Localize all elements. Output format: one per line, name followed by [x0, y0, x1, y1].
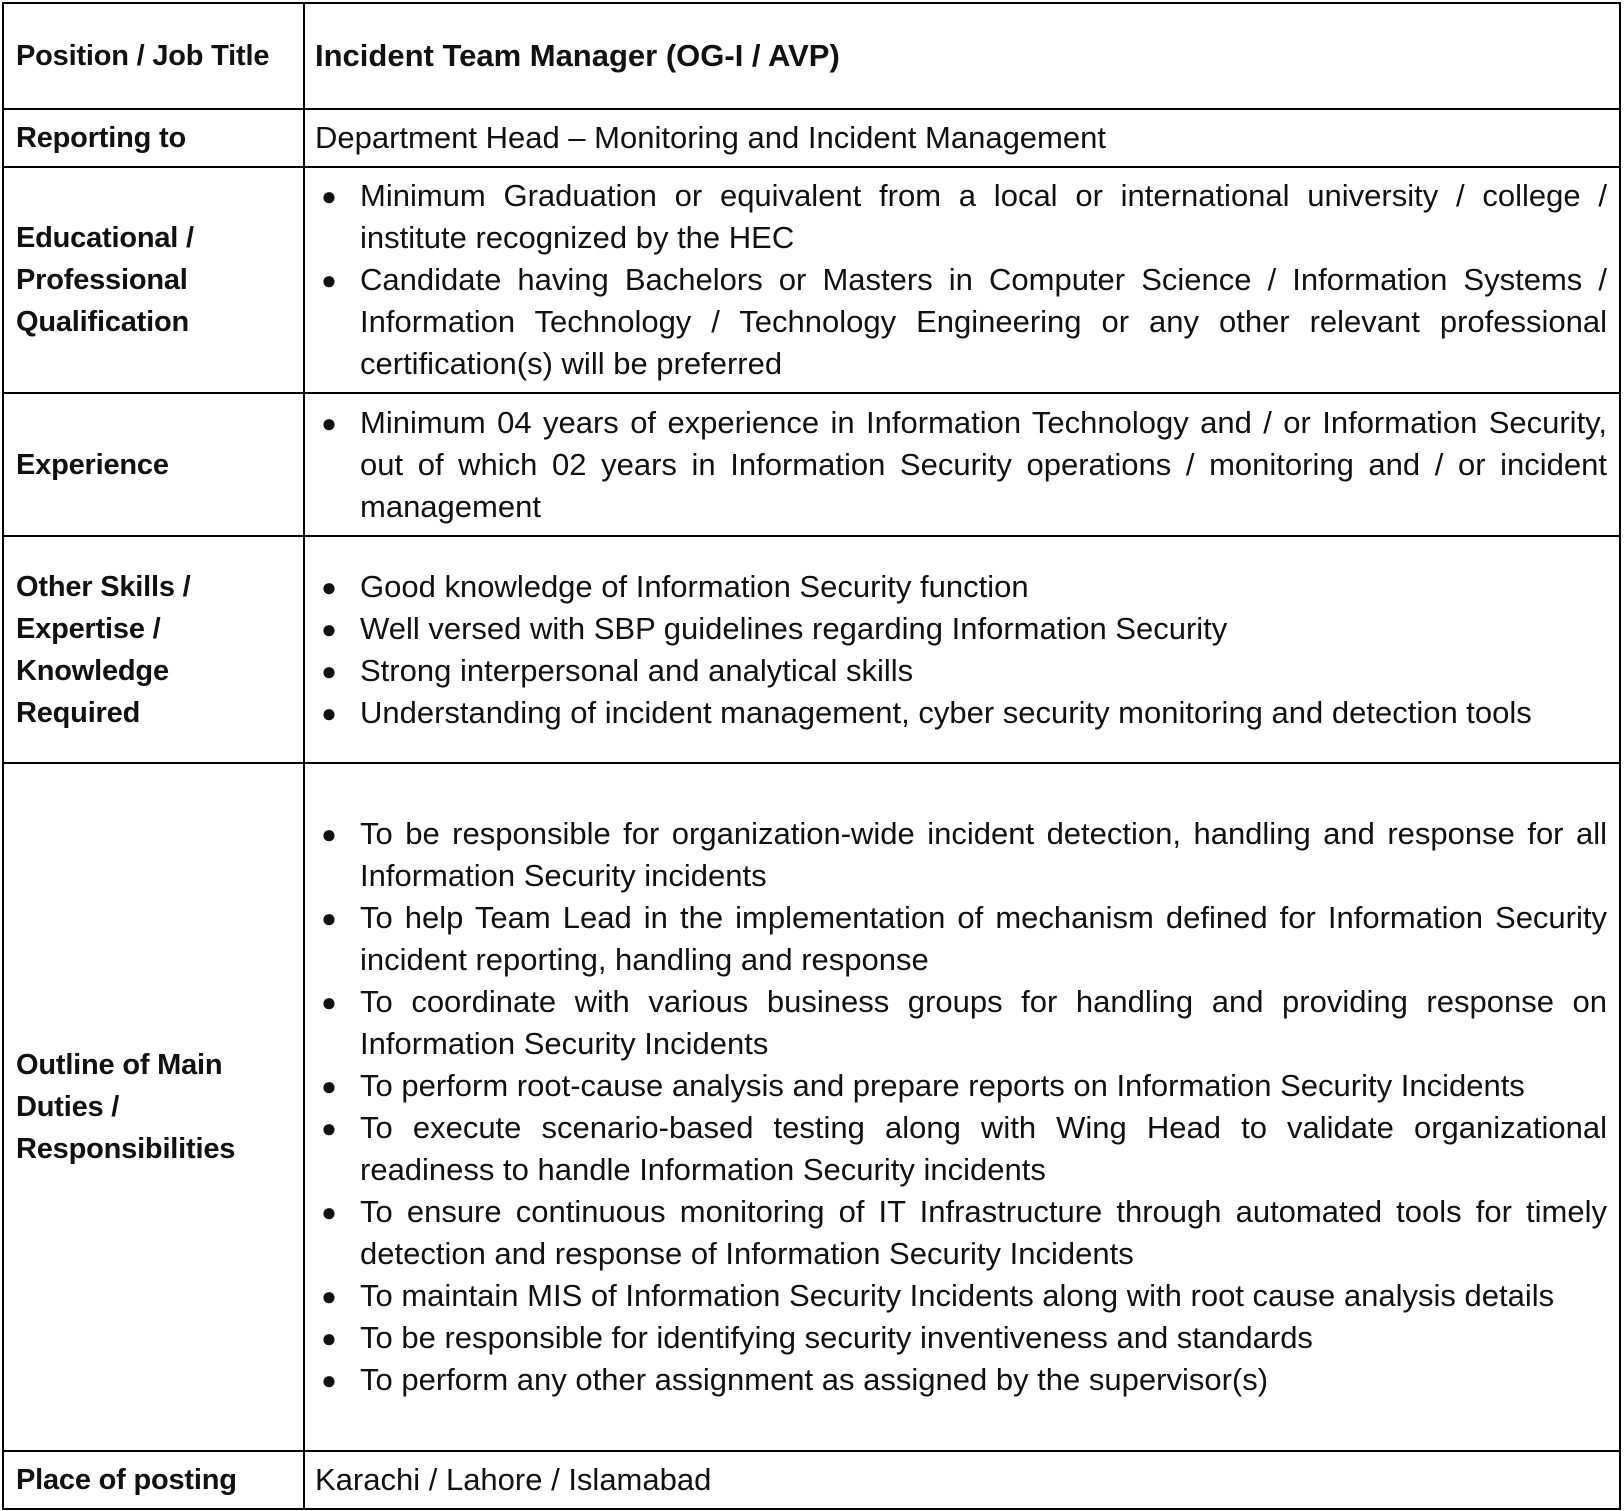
bullet-icon: ●	[321, 613, 337, 644]
list-item	[315, 650, 1607, 692]
education-row	[3, 167, 1620, 393]
list-item-text: Well versed with SBP guidelines regarding Information Security	[360, 610, 1228, 646]
list-item-text: Candidate having Bachelors or Masters in Computer Science / Information Systems / Information Technology / Technology Engineering or any other relevant professional certification(s) will be preferred	[360, 262, 1607, 381]
skills-row	[3, 536, 1620, 763]
list-item	[315, 1191, 1607, 1275]
bullet-icon: ●	[321, 1365, 337, 1395]
list-item	[315, 608, 1607, 650]
list-item-text: To execute scenario-based testing along with Wing Head to validate organizational readiness to handle Information Security incidents	[360, 1110, 1607, 1187]
place-row	[3, 1451, 1620, 1509]
duties-label: Outline of Main Duties / Responsibilities	[3, 763, 304, 1451]
skills-list	[315, 566, 1607, 734]
list-item-text: To ensure continuous monitoring of IT Infrastructure through automated tools for timely detection and response of Information Security Incidents	[360, 1194, 1607, 1271]
list-item-text: To be responsible for identifying security inventiveness and standards	[360, 1320, 1313, 1355]
list-item-text: Understanding of incident management, cyber security monitoring and detection tools	[360, 694, 1532, 730]
list-item	[315, 1359, 1607, 1401]
bullet-icon: ●	[321, 987, 337, 1017]
bullet-icon: ●	[321, 407, 337, 438]
bullet-icon: ●	[321, 1323, 337, 1353]
list-item-text: Good knowledge of Information Security function	[360, 568, 1029, 604]
list-item	[315, 1275, 1607, 1317]
reporting-label: Reporting to	[3, 109, 304, 167]
position-label: Position / Job Title	[3, 3, 304, 109]
list-item	[315, 402, 1607, 528]
list-item	[315, 175, 1607, 259]
duties-list	[315, 813, 1607, 1401]
list-item-text: To perform root-cause analysis and prepare reports on Information Security Incidents	[360, 1068, 1525, 1103]
list-item	[315, 981, 1607, 1065]
education-list	[315, 175, 1607, 385]
list-item	[315, 692, 1607, 734]
list-item	[315, 813, 1607, 897]
skills-label: Other Skills / Expertise / Knowledge Required	[3, 536, 304, 763]
bullet-icon: ●	[321, 655, 337, 686]
list-item-text: To help Team Lead in the implementation of mechanism defined for Information Security incident reporting, handling and response	[360, 900, 1607, 977]
list-item	[315, 566, 1607, 608]
position-row	[3, 3, 1620, 109]
bullet-icon: ●	[321, 697, 337, 728]
list-item-text: Minimum Graduation or equivalent from a local or international university / college / institute recognized by the HEC	[360, 178, 1607, 255]
list-item	[315, 897, 1607, 981]
job-description-table	[2, 2, 1621, 1510]
bullet-icon: ●	[321, 181, 337, 211]
position-value: Incident Team Manager (OG-I / AVP)	[304, 3, 1620, 109]
list-item-text: To coordinate with various business groups for handling and providing response on Information Security Incidents	[360, 984, 1607, 1061]
education-label: Educational / Professional Qualification	[3, 167, 304, 393]
place-label: Place of posting	[3, 1451, 304, 1509]
bullet-icon: ●	[321, 1071, 337, 1101]
experience-label: Experience	[3, 393, 304, 536]
list-item-text: To maintain MIS of Information Security Incidents along with root cause analysis details	[360, 1278, 1555, 1313]
duties-row	[3, 763, 1620, 1451]
list-item	[315, 1317, 1607, 1359]
experience-list	[315, 402, 1607, 528]
bullet-icon: ●	[321, 1197, 337, 1227]
list-item	[315, 259, 1607, 385]
experience-row	[3, 393, 1620, 536]
place-value: Karachi / Lahore / Islamabad	[304, 1451, 1620, 1509]
list-item	[315, 1107, 1607, 1191]
reporting-row	[3, 109, 1620, 167]
list-item-text: Strong interpersonal and analytical skills	[360, 652, 914, 688]
bullet-icon: ●	[321, 1281, 337, 1311]
bullet-icon: ●	[321, 819, 337, 849]
reporting-value: Department Head – Monitoring and Incident Management	[304, 109, 1620, 167]
bullet-icon: ●	[321, 571, 337, 602]
list-item	[315, 1065, 1607, 1107]
bullet-icon: ●	[321, 265, 337, 295]
bullet-icon: ●	[321, 903, 337, 933]
bullet-icon: ●	[321, 1113, 337, 1143]
list-item-text: To perform any other assignment as assigned by the supervisor(s)	[360, 1362, 1269, 1397]
list-item-text: Minimum 04 years of experience in Information Technology and / or Information Security, out of which 02 years in Information Security operations / monitoring and / or incident management	[360, 404, 1607, 524]
list-item-text: To be responsible for organization-wide incident detection, handling and response for all Information Security incidents	[360, 816, 1607, 893]
